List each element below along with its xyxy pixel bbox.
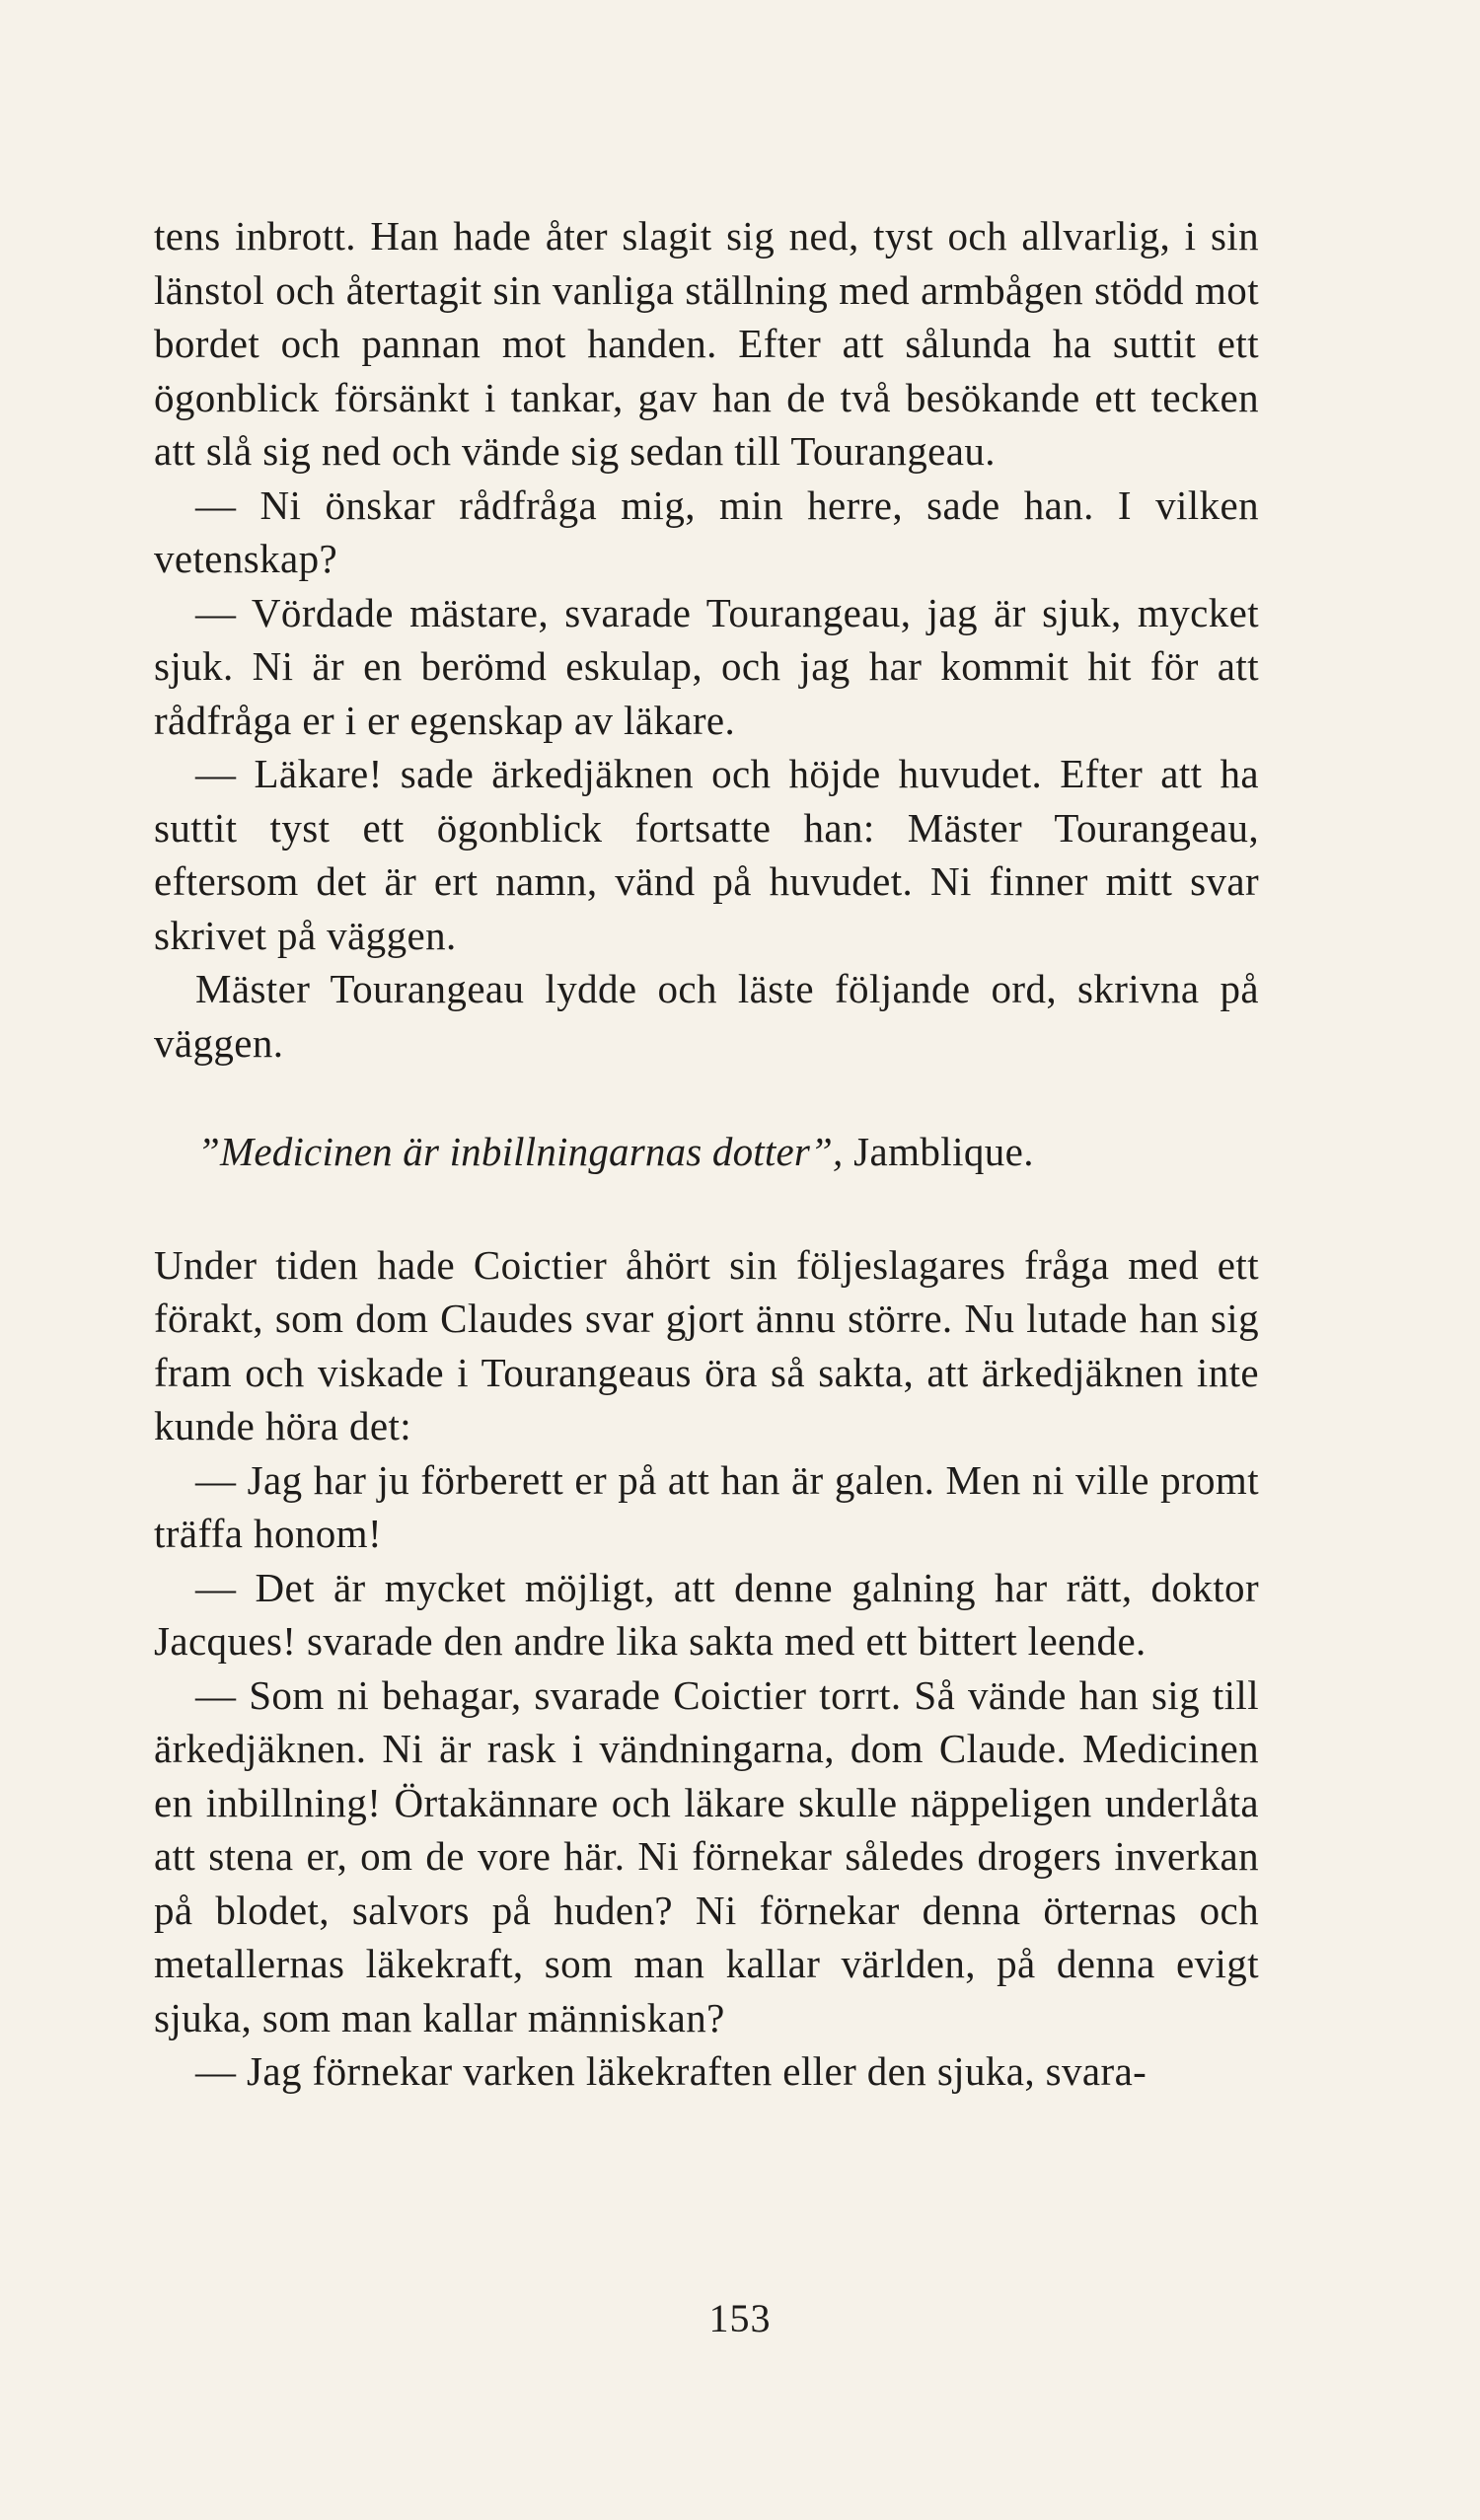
paragraph-4: — Läkare! sade ärkedjäknen och höjde huvudet. Efter att ha suttit tyst ett ögonblick fortsatte han: Mäster Tourangeau, eftersom det är ert namn, vänd på huvudet. Ni finner mitt svar skrivet på väggen. — [154, 751, 1259, 958]
paragraph-2: — Ni önskar rådfråga mig, min herre, sade han. I vilken vetenskap? — [154, 482, 1259, 581]
body-text — [154, 209, 1259, 2099]
paragraph-6: Under tiden hade Coictier åhört sin följeslagares fråga med ett förakt, som dom Claudes svar gjort ännu större. Nu lutade han sig fram och viskade i Tourangeaus öra så sakta, att ärkedjäknen inte kunde höra det: — [154, 1241, 1259, 1448]
wall-inscription-quote — [197, 1125, 1259, 1179]
paragraph-9: — Som ni behagar, svarade Coictier torrt. Så vände han sig till ärkedjäknen. Ni är rask i vändningarna, dom Claude. Medicinen en inbillning! Örtakännare och läkare skulle näppeligen underlåta att stena er, om de vore här. Ni förnekar således drogers inverkan på blodet, salvors på huden? Ni förnekar denna örternas och metallernas läkekraft, som man kallar världen, på denna evigt sjuka, som man kallar människan? — [154, 1671, 1259, 2040]
paragraph-5: Mäster Tourangeau lydde och läste följande ord, skrivna på väggen. — [154, 966, 1259, 1066]
paragraph-8: — Det är mycket möjligt, att denne galning har rätt, doktor Jacques! svarade den andre lika sakta med ett bittert leende. — [154, 1564, 1259, 1664]
paragraph-1: tens inbrott. Han hade åter slagit sig ned, tyst och allvarlig, i sin länstol och återtagit sin vanliga ställning med armbågen stödd mot bordet och pannan mot handen. Efter att sålunda ha suttit ett ögonblick försänkt i tankar, gav han de två besökande ett tecken att slå sig ned och vände sig sedan till Tourangeau. — [154, 213, 1259, 474]
paragraph-10: — Jag förnekar varken läkekraften eller den sjuka, svara- — [195, 2048, 1147, 2094]
paragraph-7: — Jag har ju förberett er på att han är galen. Men ni ville promt träffa honom! — [154, 1456, 1259, 1556]
page-number: 153 — [708, 2296, 772, 2340]
quote-text: ”Medicinen är inbillningarnas dotter”, — [197, 1129, 844, 1174]
paragraph-3: — Vördade mästare, svarade Tourangeau, jag är sjuk, mycket sjuk. Ni är en berömd eskulap, och jag har kommit hit för att rådfråga er i er egenskap av läkare. — [154, 589, 1259, 743]
quote-author: Jamblique. — [843, 1129, 1034, 1174]
